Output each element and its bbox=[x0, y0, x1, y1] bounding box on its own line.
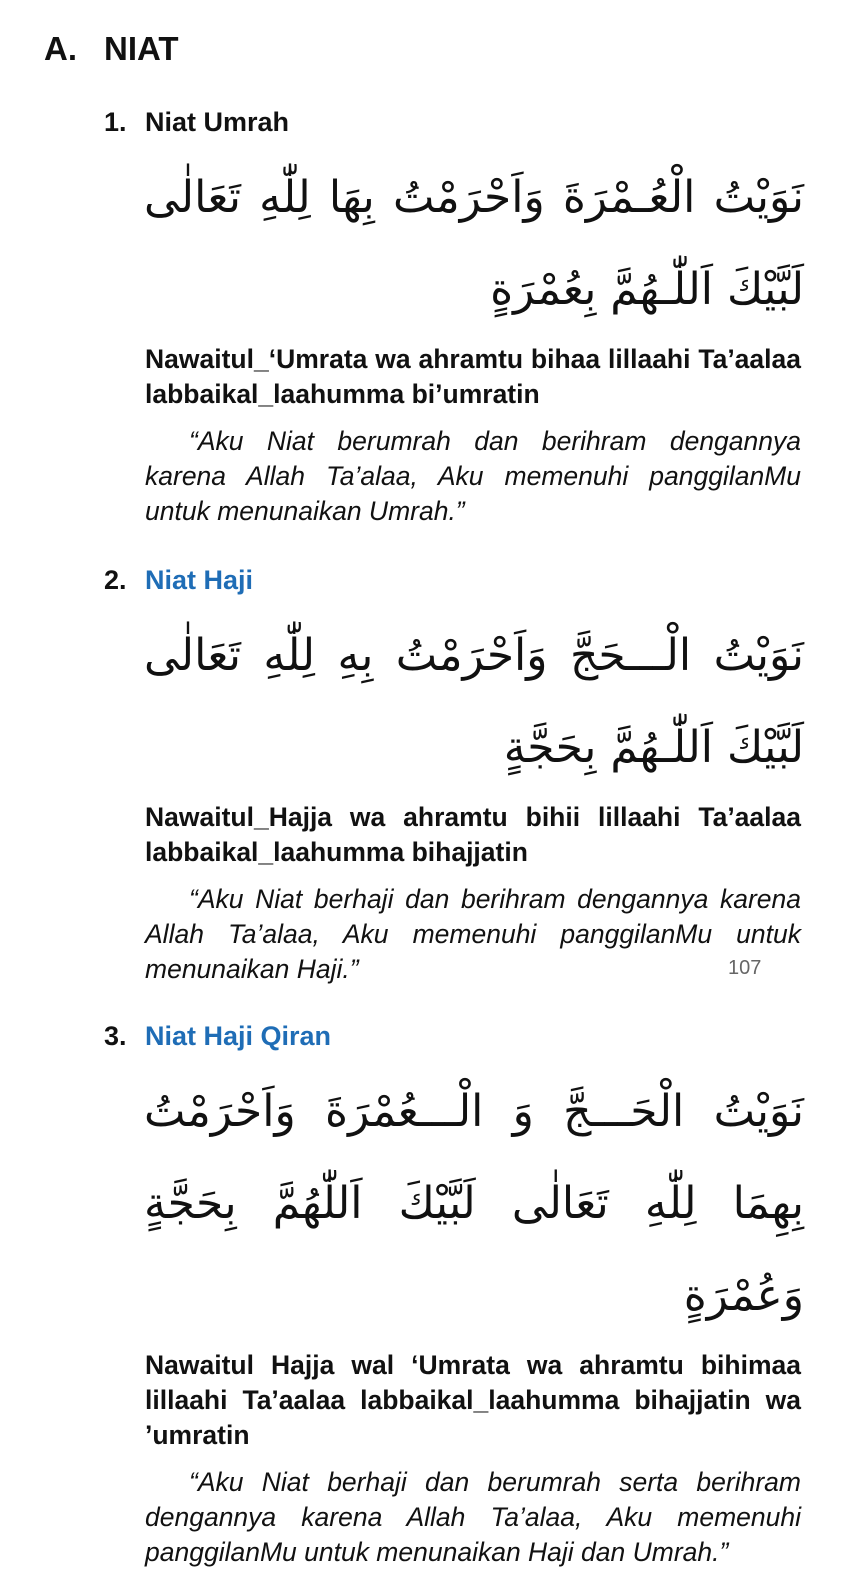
section-title: NIAT bbox=[104, 30, 179, 67]
item-number: 1. bbox=[104, 107, 127, 137]
niat-item-umrah bbox=[104, 108, 804, 529]
item-title bbox=[104, 1022, 804, 1052]
item-title bbox=[104, 108, 804, 138]
arabic-text: نَوَيْتُ الْعُـمْرَةَ وَاَحْرَمْتُ بِهَا لِلّٰهِ تَعَالٰى لَبَّيْكَ اَللّٰـهُمَّ بِعُمْرَةٍ bbox=[144, 171, 804, 315]
transliteration: Nawaitul_Hajja wa ahramtu bihii lillaahi Ta’aalaa labbaikal_laahumma bihajjatin bbox=[145, 801, 801, 867]
item-title-label: Niat Haji Qiran bbox=[145, 1021, 332, 1051]
section-heading bbox=[44, 30, 179, 68]
item-number: 2. bbox=[104, 565, 127, 595]
item-title bbox=[104, 566, 804, 596]
meaning: “Aku Niat berumrah dan berihram dengannya karena Allah Ta’alaa, Aku memenuhi panggilanMu untuk menunaikan Umrah.” bbox=[145, 425, 801, 526]
transliteration: Nawaitul Hajja wal ‘Umrata wa ahramtu bihimaa lillaahi Ta’aalaa labbaikal_laahumma bihajjatin wa ’umratin bbox=[145, 1349, 801, 1450]
page-number: 107 bbox=[728, 957, 762, 979]
arabic-text: نَوَيْتُ الْحَـــجَّ وَ الْـــعُمْرَةَ وَاَحْرَمْتُ بِهِمَا لِلّٰهِ تَعَالٰى لَبَّيْكَ اَللّٰهُمَّ بِحَجَّةٍ وَعُمْرَةٍ bbox=[144, 1085, 804, 1321]
arabic-text: نَوَيْتُ الْـــحَجَّ وَاَحْرَمْتُ بِهِ لِلّٰهِ تَعَالٰى لَبَّيْكَ اَللّٰـهُمَّ بِحَجَّةٍ bbox=[144, 629, 804, 773]
niat-item-haji bbox=[104, 566, 804, 987]
item-title-label: Niat Haji bbox=[145, 565, 254, 595]
meaning: “Aku Niat berhaji dan berihram dengannya karena Allah Ta’alaa, Aku memenuhi panggilanMu untuk menunaikan Haji.” bbox=[145, 883, 801, 984]
meaning: “Aku Niat berhaji dan berumrah serta berihram dengannya karena Allah Ta’alaa, Aku memenuhi panggilanMu untuk menunaikan Haji dan Umrah.” bbox=[145, 1466, 801, 1567]
item-number: 3. bbox=[104, 1021, 127, 1051]
item-title-label: Niat Umrah bbox=[145, 107, 290, 137]
section-letter: A. bbox=[44, 30, 77, 67]
transliteration: Nawaitul_‘Umrata wa ahramtu bihaa lillaahi Ta’aalaa labbaikal_laahumma bi’umratin bbox=[145, 343, 801, 409]
niat-item-haji-qiran bbox=[104, 1022, 804, 1570]
